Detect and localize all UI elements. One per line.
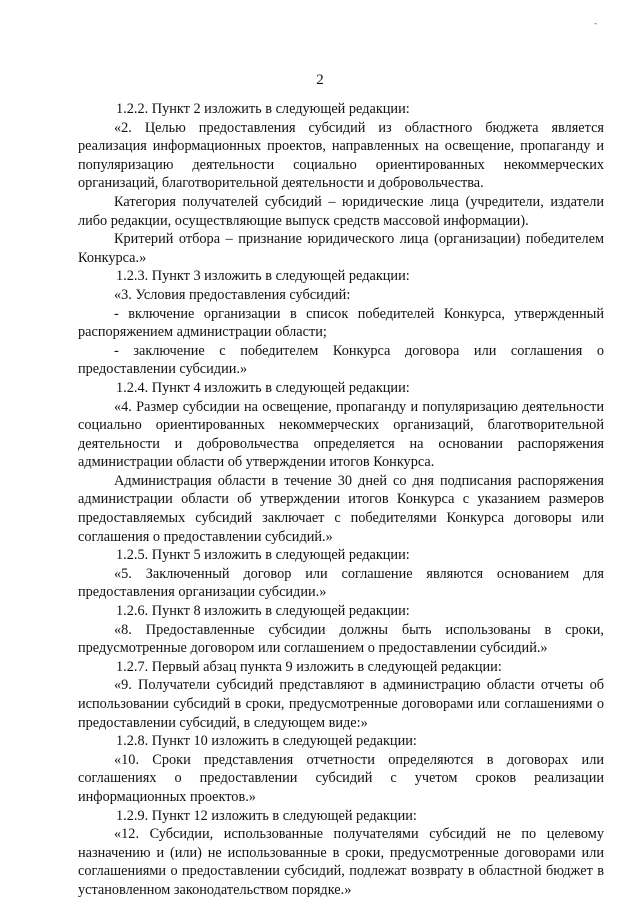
document-body (78, 100, 604, 900)
paragraph-amendment-heading: 1.2.4. Пункт 4 изложить в следующей редакции: (116, 379, 410, 396)
paragraph-amendment-heading: 1.2.7. Первый абзац пункта 9 изложить в следующей редакции: (116, 658, 502, 675)
paragraph-amendment-heading: 1.2.5. Пункт 5 изложить в следующей редакции: (116, 547, 410, 564)
paragraph: «5. Заключенный договор или соглашение являются основанием для предоставления организации субсидии.» (78, 565, 604, 601)
paragraph: «9. Получатели субсидий представляют в администрацию области отчеты об использовании субсидий в сроки, предусмотренные договорами или соглашениями о предоставлении субсидий, в следующем виде:» (78, 677, 604, 731)
paragraph-list-item: - заключение с победителем Конкурса договора или соглашения о предоставлении субсидии.» (78, 342, 604, 378)
paragraph: «12. Субсидии, использованные получателями субсидий не по целевому назначению и (или) не использованные в сроки, предусмотренные договорами или соглашениями о предоставлении субсидий, подлежат возврату в областной бюджет в установленном законодательством порядке.» (78, 826, 604, 898)
paragraph: Категория получателей субсидий – юридические лица (учредители, издатели либо редакции, осуществляющие выпуск средств массовой информации). (78, 193, 604, 229)
paragraph: Администрация области в течение 30 дней со дня подписания распоряжения администрации области об утверждении итогов Конкурса с указанием размеров предоставляемых субсидий заключает с победителями Конкурса договоры или соглашения о предоставлении субсидий.» (78, 472, 604, 545)
paragraph: «10. Сроки представления отчетности определяются в договорах или соглашениях о предоставлении субсидий с учетом сроков реализации информационных проектов.» (78, 751, 604, 805)
paragraph-amendment-heading: 1.2.6. Пункт 8 изложить в следующей редакции: (116, 603, 410, 620)
paragraph-amendment-heading: 1.2.9. Пункт 12 изложить в следующей редакции: (116, 807, 417, 824)
paragraph-amendment-heading: 1.2.2. Пункт 2 изложить в следующей редакции: (116, 101, 410, 117)
paragraph: «8. Предоставленные субсидии должны быть использованы в сроки, предусмотренные договором или соглашением о предоставлении субсидий.» (78, 621, 604, 657)
scan-mark: - (594, 18, 597, 28)
page-number: 2 (316, 72, 324, 88)
paragraph: «2. Целью предоставления субсидий из областного бюджета является реализация информационных проектов, направленных на освещение, пропаганду и популяризацию деятельности социально ориентированных некоммерческих организаций, благотворительной деятельности и добровольчества. (78, 119, 604, 192)
paragraph-list-item: - включение организации в список победителей Конкурса, утвержденный распоряжением администрации области; (78, 305, 604, 341)
paragraph: «4. Размер субсидии на освещение, пропаганду и популяризацию деятельности социально ориентированных некоммерческих организаций, благотворительной деятельности и добровольчества определяется на основании распоряжения администрации области об утверждении итогов Конкурса. (78, 398, 604, 471)
paragraph-amendment-heading: 1.2.8. Пункт 10 изложить в следующей редакции: (116, 733, 417, 750)
paragraph-amendment-heading: 1.2.3. Пункт 3 изложить в следующей редакции: (116, 268, 410, 285)
paragraph: Критерий отбора – признание юридического лица (организации) победителем Конкурса.» (78, 231, 604, 266)
paragraph: «3. Условия предоставления субсидий: (114, 286, 351, 303)
